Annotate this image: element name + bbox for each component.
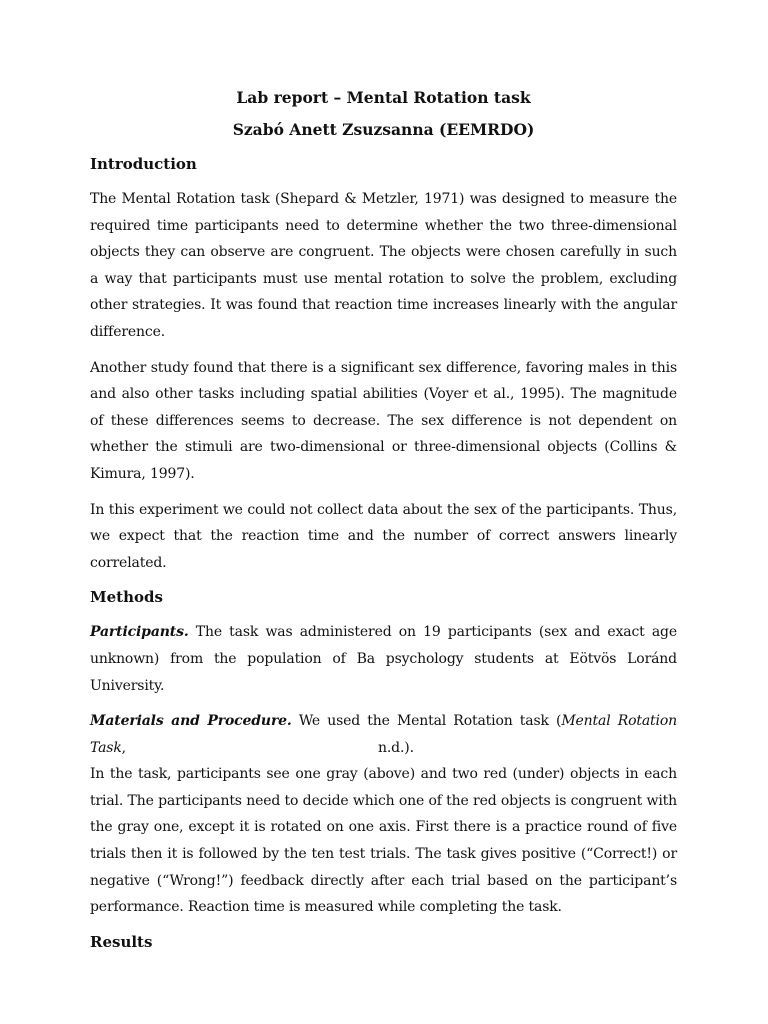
document-page (90, 86, 677, 964)
participants-text: The task was administered on 19 participants (sex and exact age unknown) from the population of Ba psychology students at Eötvös Loránd University. (90, 624, 677, 694)
author-line: Szabó Anett Zsuzsanna (EEMRDO) (232, 120, 535, 139)
introduction-paragraph-2: Another study found that there is a significant sex difference, favoring males in this and also other tasks including spatial abilities (Voyer et al., 1995). The magnitude of these differences seems to decrease. The sex difference is not dependent on whether the stimuli are two-dimensional or three-dimensional objects (Collins & Kimura, 1997). (90, 359, 677, 482)
introduction-heading: Introduction (90, 155, 197, 173)
participants-label: Participants. (90, 624, 189, 641)
materials-paragraph (90, 708, 677, 761)
introduction-paragraph-1: The Mental Rotation task (Shepard & Metzler, 1971) was designed to measure the required time participants need to determine whether the two three-dimensional objects they can observe are congruent. The objects were chosen carefully in such a way that participants must use mental rotation to solve the problem, excluding other strategies. It was found that reaction time increases linearly with the angular difference. (90, 191, 677, 340)
materials-text: We used the Mental Rotation task ( (291, 713, 562, 730)
participants-paragraph (90, 619, 677, 699)
procedure-paragraph: In the task, participants see one gray (above) and two red (under) objects in each trial. The participants need to decide which one of the red objects is congruent with the gray one, except it is rotated on one axis. First there is a practice round of five trials then it is followed by the ten test trials. The task gives positive (“Correct!) or negative (“Wrong!”) feedback directly after each trial based on the participant’s performance. Reaction time is measured while completing the task. (90, 766, 677, 916)
results-heading: Results (90, 932, 153, 951)
methods-heading: Methods (90, 588, 163, 607)
document-title: Lab report – Mental Rotation task (236, 88, 531, 107)
materials-citation-title: Mental Rotation Task (90, 713, 677, 756)
materials-label: Materials and Procedure. (90, 713, 292, 730)
materials-citation-date: n.d.). (377, 739, 414, 756)
materials-comma: , (121, 739, 126, 756)
introduction-paragraph-3: In this experiment we could not collect data about the sex of the participants. Thus, we expect that the reaction time and the number of correct answers linearly correlated. (90, 501, 677, 571)
